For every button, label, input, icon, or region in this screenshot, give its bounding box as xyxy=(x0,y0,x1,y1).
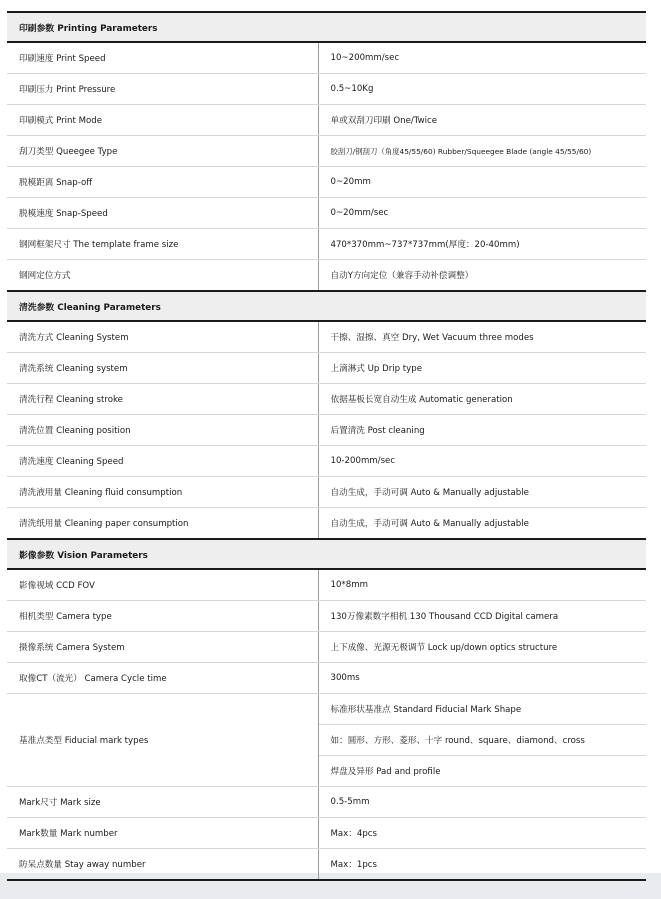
section-title: 影像参数 Vision Parameters xyxy=(7,539,646,569)
section-header-vision xyxy=(7,539,646,569)
param-label: 清洗速度 Cleaning Speed xyxy=(7,446,318,477)
param-value: 干擦、湿擦、真空 Dry, Wet Vacuum three modes xyxy=(318,321,646,353)
section-title: 清洗参数 Cleaning Parameters xyxy=(7,291,646,321)
table-row xyxy=(7,384,646,415)
table-row xyxy=(7,508,646,540)
section-header-printing xyxy=(7,12,646,42)
param-label: 印刷压力 Print Pressure xyxy=(7,74,318,105)
param-label: 印刷模式 Print Mode xyxy=(7,105,318,136)
table-row xyxy=(7,663,646,694)
param-value: 10-200mm/sec xyxy=(318,446,646,477)
param-value: 130万像素数字相机 130 Thousand CCD Digital camera xyxy=(318,601,646,632)
param-label: 防呆点数量 Stay away number xyxy=(7,849,318,881)
param-label: 脱模距离 Snap-off xyxy=(7,167,318,198)
table-row xyxy=(7,632,646,663)
table-row xyxy=(7,446,646,477)
table-row xyxy=(7,415,646,446)
table-row xyxy=(7,74,646,105)
param-label: 清洗系统 Cleaning system xyxy=(7,353,318,384)
param-value: 0.5-5mm xyxy=(318,787,646,818)
param-label: 清洗行程 Cleaning stroke xyxy=(7,384,318,415)
param-value: Max：1pcs xyxy=(318,849,646,881)
table-row xyxy=(7,694,646,725)
section-header-cleaning xyxy=(7,291,646,321)
section-title: 印刷参数 Printing Parameters xyxy=(7,12,646,42)
param-label: 相机类型 Camera type xyxy=(7,601,318,632)
param-value: 如：圆形、方形、菱形、十字 round、square、diamond、cross xyxy=(318,725,646,756)
param-label: 脱模速度 Snap-Speed xyxy=(7,198,318,229)
param-value: 胶刮刀/钢刮刀（角度45/55/60) Rubber/Squeegee Blade (angle 45/55/60) xyxy=(318,136,646,167)
param-label: 基准点类型 Fiducial mark types xyxy=(7,694,318,787)
param-value: 470*370mm~737*737mm(厚度：20-40mm) xyxy=(318,229,646,260)
param-value: 上下成像、光源无极调节 Lock up/down optics structure xyxy=(318,632,646,663)
table-row xyxy=(7,601,646,632)
param-value: 300ms xyxy=(318,663,646,694)
table-row xyxy=(7,198,646,229)
table-row xyxy=(7,787,646,818)
table-row xyxy=(7,353,646,384)
param-value: 焊盘及异形 Pad and profile xyxy=(318,756,646,787)
param-label: 清洗液用量 Cleaning fluid consumption xyxy=(7,477,318,508)
param-value: 依据基板长宽自动生成 Automatic generation xyxy=(318,384,646,415)
param-value: 0~20mm/sec xyxy=(318,198,646,229)
param-label: 取像CT（流光） Camera Cycle time xyxy=(7,663,318,694)
table-row xyxy=(7,321,646,353)
param-label: 钢网定位方式 xyxy=(7,260,318,292)
param-value: 10~200mm/sec xyxy=(318,42,646,74)
param-value: 自动Y方向定位（兼容手动补偿调整） xyxy=(318,260,646,292)
table-row xyxy=(7,569,646,601)
param-value: 后置清洗 Post cleaning xyxy=(318,415,646,446)
param-value: 0~20mm xyxy=(318,167,646,198)
param-label: Mark数量 Mark number xyxy=(7,818,318,849)
param-label: 印刷速度 Print Speed xyxy=(7,42,318,74)
table-row xyxy=(7,105,646,136)
table-row xyxy=(7,477,646,508)
param-label: 刮刀类型 Queegee Type xyxy=(7,136,318,167)
table-row xyxy=(7,260,646,292)
table-row xyxy=(7,167,646,198)
table-row xyxy=(7,849,646,881)
param-value: 标准形状基准点 Standard Fiducial Mark Shape xyxy=(318,694,646,725)
param-label: 影像视域 CCD FOV xyxy=(7,569,318,601)
param-value: 10*8mm xyxy=(318,569,646,601)
param-label: 摄像系统 Camera System xyxy=(7,632,318,663)
param-value: 0.5~10Kg xyxy=(318,74,646,105)
table-row xyxy=(7,136,646,167)
table-row xyxy=(7,42,646,74)
specification-table xyxy=(7,11,646,881)
param-value: 单或双刮刀印刷 One/Twice xyxy=(318,105,646,136)
param-label: 清洗纸用量 Cleaning paper consumption xyxy=(7,508,318,540)
table-row xyxy=(7,229,646,260)
param-label: 清洗方式 Cleaning System xyxy=(7,321,318,353)
param-value: 自动生成，手动可调 Auto & Manually adjustable xyxy=(318,477,646,508)
table-row xyxy=(7,818,646,849)
param-label: Mark尺寸 Mark size xyxy=(7,787,318,818)
param-value: 自动生成，手动可调 Auto & Manually adjustable xyxy=(318,508,646,540)
param-value: 上滴淋式 Up Drip type xyxy=(318,353,646,384)
param-label: 钢网框架尺寸 The template frame size xyxy=(7,229,318,260)
param-label: 清洗位置 Cleaning position xyxy=(7,415,318,446)
param-value: Max：4pcs xyxy=(318,818,646,849)
